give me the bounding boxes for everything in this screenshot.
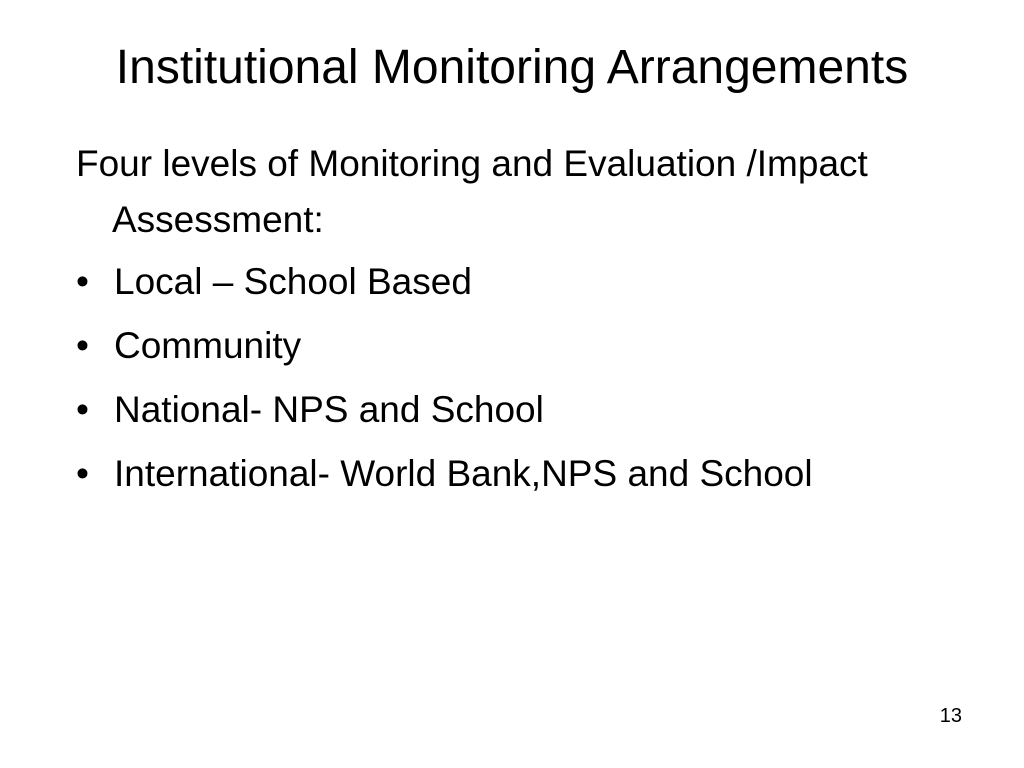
bullet-icon: • [76, 261, 89, 302]
bullet-item-community [76, 318, 996, 374]
bullet-item-local [76, 254, 996, 310]
bullet-text: Community [114, 325, 302, 366]
bullet-text: Local – School Based [114, 261, 472, 302]
slide-title: Institutional Monitoring Arrangements [115, 41, 909, 94]
bullet-item-national [76, 382, 996, 438]
bullet-text: International- World Bank,NPS and School [114, 453, 813, 494]
bullet-icon: • [76, 389, 89, 430]
bullet-icon: • [76, 453, 89, 494]
page-number: 13 [939, 705, 962, 727]
bullet-item-international [76, 446, 996, 502]
bullet-icon: • [76, 325, 89, 366]
slide-body [76, 136, 996, 510]
bullet-text: National- NPS and School [114, 389, 544, 430]
bullet-list [76, 254, 996, 502]
intro-text: Four levels of Monitoring and Evaluation /Impact Assessment: [76, 143, 868, 240]
